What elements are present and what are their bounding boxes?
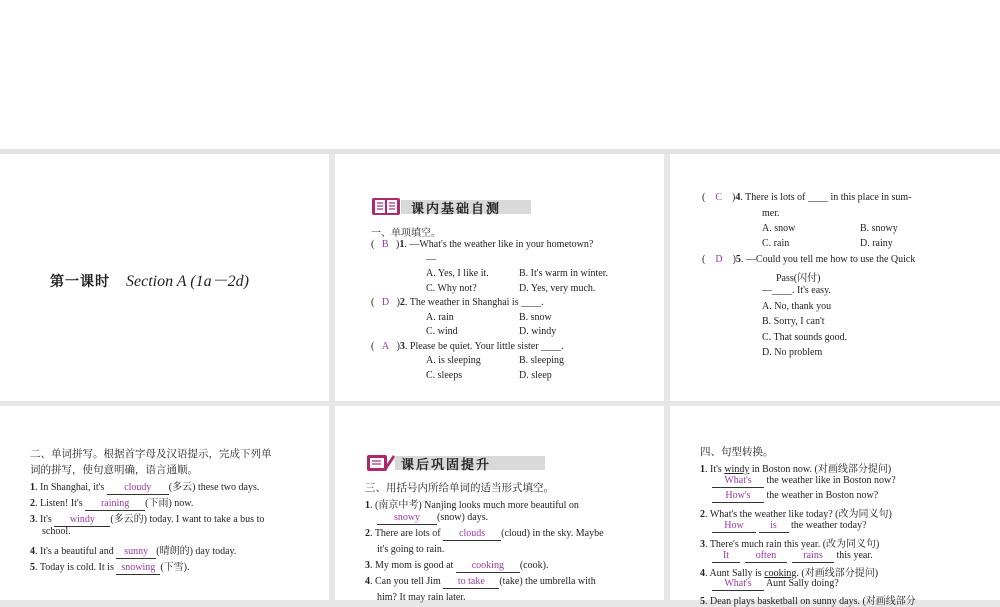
inclass-panel[interactable]	[335, 154, 664, 401]
item-post: (多云) these two days.	[168, 482, 260, 493]
part2-item-5	[30, 558, 190, 575]
q4-number: 4	[735, 192, 741, 203]
part4-item-3-line2	[712, 550, 873, 563]
part4-title: 四、句型转换。	[700, 446, 774, 458]
part3-item-4	[365, 576, 596, 589]
part4-item-2	[700, 505, 892, 520]
q1-answer: B	[381, 239, 389, 250]
part3-item-1-cont	[377, 512, 488, 525]
q4-option-c: C. rain	[762, 238, 790, 249]
q1-number: 1	[399, 239, 405, 250]
sentence-transform-panel[interactable]	[670, 406, 1000, 607]
answer-blank[interactable]: is	[759, 520, 789, 533]
lesson-title	[50, 268, 249, 291]
q4-option-a: A. snow	[762, 223, 796, 234]
item-number: 5	[700, 596, 705, 607]
item-post: in Boston now. (对画线部分提问)	[749, 464, 892, 475]
book-icon	[371, 196, 401, 216]
item-pre: . In Shanghai, it's	[35, 482, 107, 493]
part3-item-2-cont: it's going to rain.	[377, 544, 445, 555]
q2-stem: . The weather in Shanghai is ____.	[404, 297, 544, 308]
q5-stem-cont: Pass(闪付)	[776, 273, 821, 284]
q1-option-d: D. Yes, very much.	[519, 283, 596, 294]
answer-blank[interactable]: How	[712, 520, 756, 533]
item-pre: . It's a beautiful and	[35, 546, 117, 557]
q1-option-a: A. Yes, I like it.	[426, 268, 489, 279]
answer-blank[interactable]: clouds	[443, 528, 501, 541]
answer-blank[interactable]: snowy	[377, 512, 437, 525]
answer-blank[interactable]: How's	[712, 490, 764, 503]
q3-line: ( A )3. Please be quiet. Your little sister ____.	[371, 341, 564, 352]
lesson-title-panel[interactable]	[0, 154, 329, 401]
item-number: 4	[365, 576, 370, 587]
q4-stem: . There is lots of ____ in this place in sum-	[740, 192, 912, 203]
q3-stem: . Please be quiet. Your little sister ____.	[404, 341, 564, 352]
item-number: 4	[700, 568, 705, 579]
q2-number: 2	[399, 297, 405, 308]
item-text: this year.	[836, 550, 873, 561]
answer-blank[interactable]: What's	[712, 578, 764, 591]
item-number: 2	[365, 528, 370, 539]
answer-blank[interactable]: rains	[792, 550, 834, 563]
answer-blank[interactable]: raining	[85, 498, 145, 511]
q2-option-d: D. windy	[519, 326, 557, 337]
item-text: the weather today?	[791, 520, 867, 531]
q1-stem: . —What's the weather like in your hometown?	[404, 239, 594, 250]
part2-item-3	[30, 510, 264, 527]
q5-number: 5	[735, 254, 741, 265]
item-pre: . It's	[705, 464, 725, 475]
part4-item-1-line2	[712, 475, 896, 488]
inclass-panel-continued[interactable]	[670, 154, 1000, 401]
item-pre: . My mom is good at	[370, 560, 456, 571]
part4-item-3	[700, 535, 879, 550]
part1-title: 一、单项填空。	[371, 228, 441, 239]
q5-option-c: C. That sounds good.	[762, 332, 848, 343]
q1-option-c: C. Why not?	[426, 283, 477, 294]
q1-option-b: B. It's warm in winter.	[519, 268, 609, 279]
q5-line: ( D )5. —Could you tell me how to use the Quick	[702, 254, 916, 265]
q5-answer: D	[715, 254, 723, 265]
q3-option-c: C. sleeps	[426, 370, 463, 381]
top-blank-area	[0, 0, 1000, 149]
banner-text: 课内基础自测	[411, 202, 502, 217]
q1-line: ( B )1. —What's the weather like in your hometown?	[371, 239, 594, 250]
item-pre: . Listen! It's	[35, 498, 86, 509]
item-text: the weather in Boston now?	[766, 490, 879, 501]
q2-option-b: B. snow	[519, 312, 552, 323]
answer-blank[interactable]: It	[712, 550, 740, 563]
underlined-word: windy	[724, 464, 750, 475]
q5-stem: . —Could you tell me how to use the Quick	[740, 254, 916, 265]
part4-item-1	[700, 460, 891, 475]
q2-option-a: A. rain	[426, 312, 454, 323]
answer-blank[interactable]: windy	[54, 514, 110, 527]
part3-item-3	[365, 560, 548, 573]
part4-item-5	[700, 592, 916, 607]
q4-answer: C	[715, 192, 723, 203]
item-post: (cook).	[519, 560, 549, 571]
item-text: . There's much rain this year. (改为同义句)	[705, 539, 880, 550]
part4-item-2-line2	[712, 520, 867, 533]
part2-item-3-cont: school.	[42, 526, 71, 537]
q5-option-b: B. Sorry, I can't	[762, 316, 825, 327]
q4-option-b: B. snowy	[860, 223, 898, 234]
item-post: (下雪).	[160, 562, 190, 573]
part2-item-1	[30, 478, 259, 495]
item-post: (下雨) now.	[145, 498, 194, 509]
answer-blank[interactable]: cloudy	[107, 482, 169, 495]
item-number: 2	[30, 498, 35, 509]
part2-title-line2: 词的拼写，使句意明确，语言通顺。	[30, 464, 198, 476]
item-text: the weather like in Boston now?	[766, 475, 896, 486]
answer-blank[interactable]: snowing	[116, 562, 160, 575]
q4-option-d: D. rainy	[860, 238, 893, 249]
item-post: (多云的) today. I want to take a bus to	[110, 514, 265, 525]
q3-option-a: A. is sleeping	[426, 355, 481, 366]
item-pre: . There are lots of	[370, 528, 444, 539]
q3-number: 3	[399, 341, 405, 352]
answer-blank[interactable]: What's	[712, 475, 764, 488]
item-pre: . Today is cold. It is	[35, 562, 117, 573]
after-class-banner	[365, 452, 555, 472]
banner-text: 课后巩固提升	[401, 458, 492, 473]
q3-option-b: B. sleeping	[519, 355, 564, 366]
part2-item-2	[30, 494, 193, 511]
item-number: 1	[700, 464, 705, 475]
q2-line: ( D )2. The weather in Shanghai is ____.	[371, 297, 544, 308]
part4-item-4	[700, 564, 878, 579]
item-text: Aunt Sally doing?	[765, 578, 839, 589]
item-number: 1	[30, 482, 35, 493]
item-number: 4	[30, 546, 35, 557]
item-text: . Dean plays basketball on sunny days. (对画线部分	[705, 596, 916, 607]
item-pre: . (南京中考) Nanjing looks much more beautiful on	[370, 500, 579, 511]
item-number: 1	[365, 500, 370, 511]
q5-option-d: D. No problem	[762, 347, 823, 358]
item-post: (snow) days.	[437, 512, 489, 523]
q1-dash: —	[426, 254, 436, 265]
q4-stem-cont: mer.	[762, 208, 780, 219]
answer-blank[interactable]: to take	[443, 576, 499, 589]
item-post: (cloud) in the sky. Maybe	[501, 528, 604, 539]
item-post: (晴朗的) day today.	[156, 546, 237, 557]
answer-blank[interactable]: often	[745, 550, 787, 563]
q3-answer: A	[381, 341, 390, 352]
answer-blank[interactable]: cooking	[456, 560, 520, 573]
item-number: 3	[365, 560, 370, 571]
notepad-pen-icon	[365, 452, 395, 472]
part2-item-4	[30, 542, 236, 559]
item-number: 3	[700, 539, 705, 550]
item-post: . (对画线部分提问)	[796, 568, 879, 579]
item-pre: . It's	[35, 514, 55, 525]
word-spelling-panel[interactable]	[0, 406, 329, 600]
part4-item-4-line2	[712, 578, 839, 591]
item-text: . What's the weather like today? (改为同义句)	[705, 509, 892, 520]
answer-blank[interactable]: sunny	[116, 546, 156, 559]
part3-item-4-cont: him? It may rain later.	[377, 592, 466, 603]
item-number: 2	[700, 509, 705, 520]
item-number: 3	[30, 514, 35, 525]
section-label: Section A (1a－2d)	[126, 273, 249, 290]
after-class-panel[interactable]	[335, 406, 664, 603]
inclass-banner	[371, 196, 531, 216]
part2-title-line1: 二、单词拼写。根据首字母及汉语提示，完成下列单	[30, 448, 272, 460]
item-post: (take) the umbrella with	[499, 576, 596, 587]
q5-reply: —____. It's easy.	[762, 285, 831, 296]
part3-item-1	[365, 496, 579, 511]
item-pre: . Can you tell Jim	[370, 576, 444, 587]
lesson-label: 第一课时	[50, 274, 110, 290]
part3-title: 三、用括号内所给单词的适当形式填空。	[365, 482, 554, 494]
part4-item-1-line3	[712, 490, 878, 503]
q2-option-c: C. wind	[426, 326, 458, 337]
item-number: 5	[30, 562, 35, 573]
q4-line: ( C )4. There is lots of ____ in this place in sum-	[702, 192, 912, 203]
q3-option-d: D. sleep	[519, 370, 552, 381]
part3-item-2	[365, 528, 604, 541]
underlined-word: cooking	[764, 568, 797, 579]
item-pre: . Aunt Sally is	[705, 568, 765, 579]
q2-answer: D	[381, 297, 390, 308]
q5-option-a: A. No, thank you	[762, 301, 832, 312]
